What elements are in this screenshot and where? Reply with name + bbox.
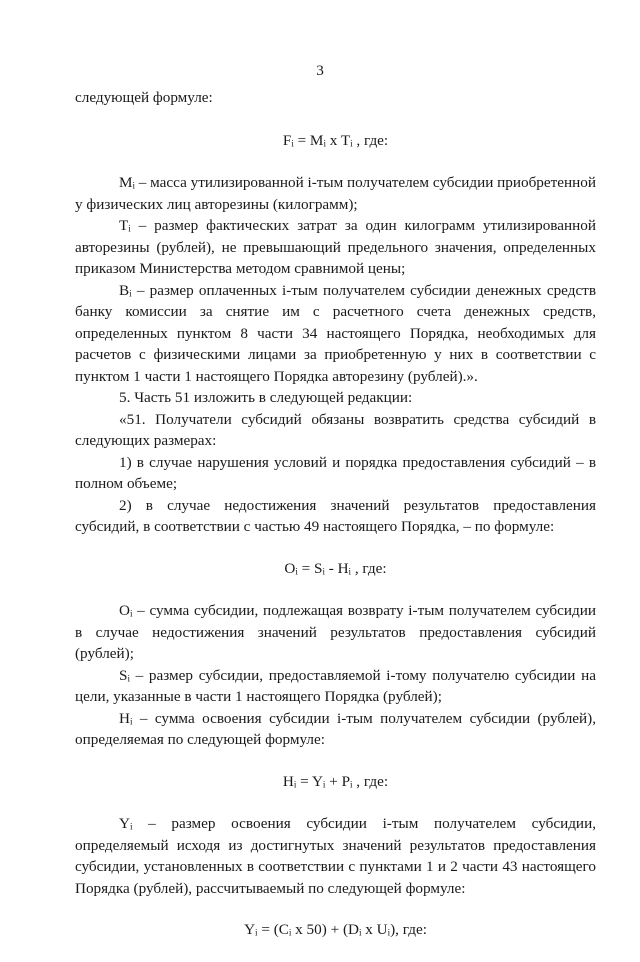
paragraph: Oᵢ – сумма субсидии, подлежащая возврату i-тым получателем субсидии в случае недостижения значений результатов предоставления субсидий (рублей); bbox=[75, 602, 596, 662]
paragraph: Yᵢ – размер освоения субсидии i-тым получателем субсидии, определяемый исходя из достигнутых значений результатов предоставления субсидии, установленных в соответствии с пунктами 1 и 2 части 43 настоящего Порядка (рублей), рассчитываемый по следующей формуле: bbox=[75, 815, 596, 897]
formula-o: Oᵢ = Sᵢ - Hᵢ , где: bbox=[284, 559, 387, 577]
paragraph: Sᵢ – размер субсидии, предоставляемой i-тому получателю субсидии на цели, указанные в части 1 настоящего Порядка (рублей); bbox=[75, 666, 596, 705]
formula-h: Hᵢ = Yᵢ + Pᵢ , где: bbox=[282, 772, 389, 790]
paragraph: 1) в случае нарушения условий и порядка предоставления субсидий – в полном объеме; bbox=[75, 453, 596, 492]
paragraph: 5. Часть 51 изложить в следующей редакции: bbox=[119, 389, 413, 406]
paragraph: Tᵢ – размер фактических затрат за один килограмм утилизированной авторезины (рублей), не превышающий предельного значения, определенных приказом Министерства методом сравнимой цены; bbox=[75, 217, 596, 277]
page-number: 3 bbox=[316, 62, 324, 79]
paragraph: 2) в случае недостижения значений результатов предоставления субсидий, в соответствии с частью 49 настоящего Порядка, – по формуле: bbox=[75, 496, 596, 535]
text-line: следующей формуле: bbox=[75, 89, 213, 106]
formula-f: Fᵢ = Mᵢ x Tᵢ , где: bbox=[282, 131, 389, 149]
paragraph: Bᵢ – размер оплаченных i-тым получателем субсидии денежных средств банку комиссии за снятие им с расчетного счета денежных средств, определенных пунктом 8 части 34 настоящего Порядка, необходимых для расчетов с физическими лицами за приобретенную у них в соответствии с пунктом 1 части 1 настоящего Порядка авторезину (рублей).». bbox=[75, 281, 596, 385]
formula-y: Yᵢ = (Cᵢ x 50) + (Dᵢ x Uᵢ), где: bbox=[244, 921, 427, 938]
paragraph: Hᵢ – сумма освоения субсидии i-тым получателем субсидии (рублей), определяемая по следующей формуле: bbox=[75, 709, 596, 748]
paragraph: Mᵢ – масса утилизированной i-тым получателем субсидии приобретенной у физических лиц авторезины (килограмм); bbox=[75, 174, 596, 213]
paragraph: «51. Получатели субсидий обязаны возвратить средства субсидий в следующих размерах: bbox=[75, 410, 596, 449]
document-body bbox=[75, 87, 596, 962]
